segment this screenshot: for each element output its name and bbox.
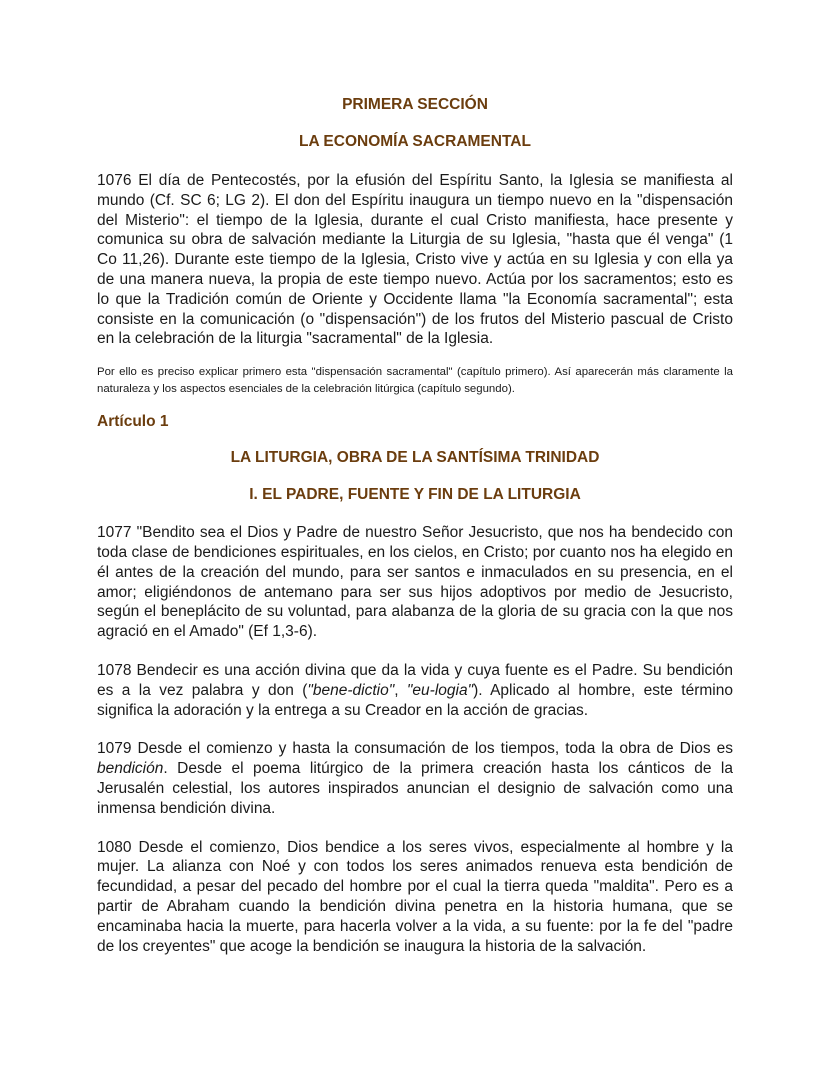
paragraph-1078-term-eu-logia: "eu-logia" bbox=[406, 681, 474, 699]
paragraph-1079-text-b: . Desde el poema litúrgico de la primera creación hasta los cánticos de la Jerusalén celestial, los autores inspirados anuncian el designio de salvación como una inmensa bendición divina. bbox=[97, 760, 733, 817]
paragraph-1078-text-c: ). Aplicado al hombre, este término significa la adoración y la entrega a su Creador en la acción de gracias. bbox=[97, 681, 733, 719]
article-label: Artículo 1 bbox=[97, 413, 169, 431]
paragraph-1078-text-b: , bbox=[394, 681, 407, 699]
paragraph-1079-text-a: 1079 Desde el comienzo y hasta la consumación de los tiempos, toda la obra de Dios es bbox=[97, 740, 733, 758]
document-page bbox=[97, 92, 733, 956]
section-title: LA ECONOMÍA SACRAMENTAL bbox=[299, 133, 531, 150]
paragraph-1079-term-bendicion: bendición bbox=[97, 760, 164, 778]
paragraph-1078 bbox=[97, 661, 733, 720]
paragraph-1078-text-a: 1078 Bendecir es una acción divina que da la vida y cuya fuente es el Padre. Su bendición es a la vez palabra y don ( bbox=[97, 661, 733, 699]
paragraph-1077: 1077 "Bendito sea el Dios y Padre de nuestro Señor Jesucristo, que nos ha bendecido con toda clase de bendiciones espirituales, en los cielos, en Cristo; por cuanto nos ha elegido en él antes de la creación del mundo, para ser santos e inmaculados en su presencia, en el amor; eligiéndonos de antemano para ser sus hijos adoptivos por medio de Jesucristo, según el beneplácito de su voluntad, para alabanza de la gloria de su gracia con la que nos agració en el Amado" (Ef 1,3-6). bbox=[97, 524, 733, 641]
section-label: PRIMERA SECCIÓN bbox=[342, 96, 488, 113]
paragraph-1079 bbox=[97, 739, 733, 818]
article-subtitle: I. EL PADRE, FUENTE Y FIN DE LA LITURGIA bbox=[249, 486, 581, 504]
paragraph-1080: 1080 Desde el comienzo, Dios bendice a los seres vivos, especialmente al hombre y la mujer. La alianza con Noé y con todos los seres animados renueva esta bendición de fecundidad, a pesar del pecado del hombre por el cual la tierra queda "maldita". Pero es a partir de Abraham cuando la bendición divina penetra en la historia humana, que se encaminaba hacia la muerte, para hacerla volver a la vida, a su fuente: por la fe del "padre de los creyentes" que acoge la bendición se inaugura la historia de la salvación. bbox=[97, 838, 733, 955]
paragraph-1076: 1076 El día de Pentecostés, por la efusión del Espíritu Santo, la Iglesia se manifiesta al mundo (Cf. SC 6; LG 2). El don del Espíritu inaugura un tiempo nuevo en la "dispensación del Misterio": el tiempo de la Iglesia, durante el cual Cristo manifiesta, hace presente y comunica su obra de salvación mediante la Liturgia de su Iglesia, "hasta que él venga" (1 Co 11,26). Durante este tiempo de la Iglesia, Cristo vive y actúa en su Iglesia y con ella ya de una manera nueva, la propia de este tiempo nuevo. Actúa por los sacramentos; esto es lo que la Tradición común de Oriente y Occidente llama "la Economía sacramental"; esta consiste en la comunicación (o "dispensación") de los frutos del Misterio pascual de Cristo en la celebración de la liturgia "sacramental" de la Iglesia. bbox=[97, 172, 733, 348]
intro-note: Por ello es preciso explicar primero esta "dispensación sacramental" (capítulo primero). Así aparecerán más claramente la naturaleza y los aspectos esenciales de la celebración litúrgica (capítulo segundo). bbox=[97, 366, 733, 395]
paragraph-1078-term-bene-dictio: "bene-dictio" bbox=[307, 681, 395, 699]
article-title: LA LITURGIA, OBRA DE LA SANTÍSIMA TRINIDAD bbox=[230, 449, 600, 467]
